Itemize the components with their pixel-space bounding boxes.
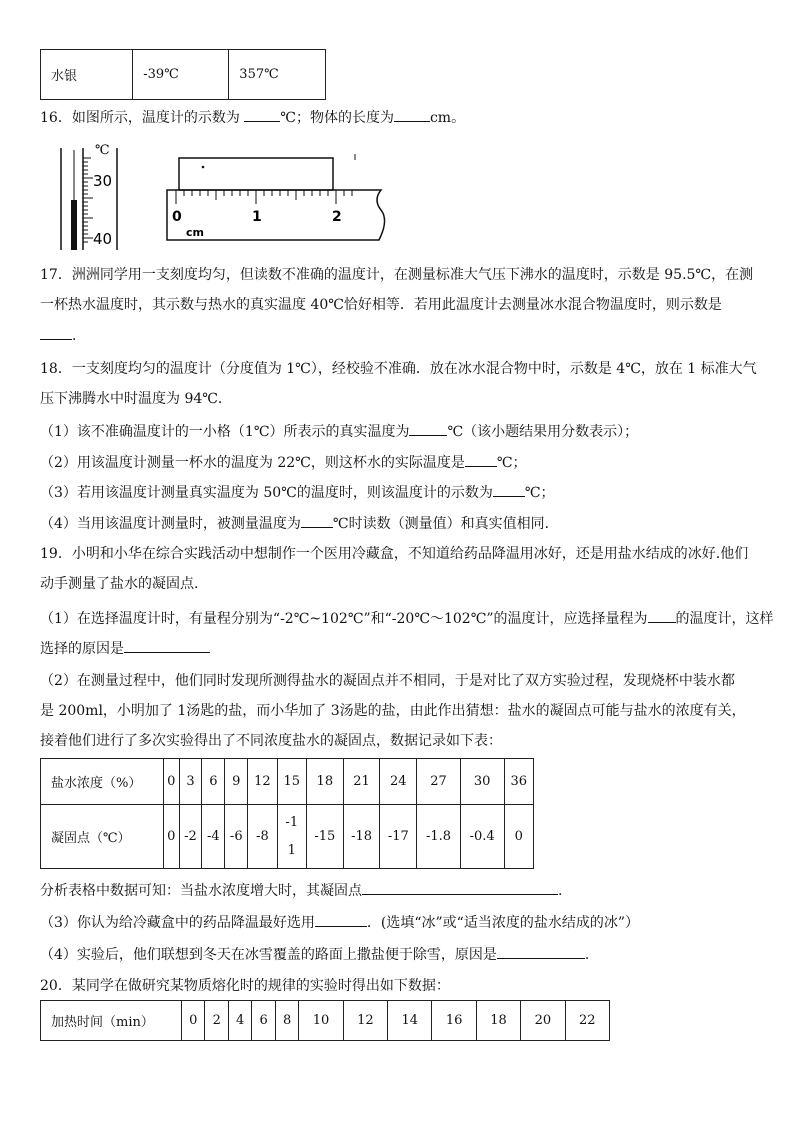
q19-p4b: .	[584, 947, 590, 963]
q18-p3b: ℃；	[524, 485, 555, 501]
q18-part-2	[40, 452, 527, 473]
table-cell: 2	[205, 1001, 228, 1041]
table-cell: 9	[225, 759, 248, 805]
table-header-cell: 盐水浓度（%）	[41, 759, 164, 805]
table-cell: 0	[182, 1001, 205, 1041]
q19-line-1: 19．小明和小华在综合实践活动中想制作一个医用冷藏盒，不知道给药品降温用冰好，还是用盐水结成的冰好.他们	[40, 546, 749, 562]
table-cell: 21	[343, 759, 380, 805]
table-cell: 6	[252, 1001, 275, 1041]
table-cell: 30	[460, 759, 504, 805]
q16-figure	[55, 140, 395, 252]
table-cell: -1 1	[277, 805, 306, 869]
thermometer-icon	[61, 143, 117, 250]
q19-p4a: （4）实验后，他们联想到冬天在冰雪覆盖的路面上撒盐便于除雪，原因是	[40, 947, 497, 963]
table-cell: 14	[388, 1001, 432, 1041]
table-cell: 24	[380, 759, 417, 805]
table-cell: 0	[164, 805, 180, 869]
q19-blank-choice	[315, 912, 367, 927]
q19-p3a: （3）你认为给冷藏盒中的药品降温最好选用	[40, 915, 315, 931]
q18-p1b: ℃（该小题结果用分数表示）；	[447, 424, 639, 440]
q17-line-2: 一杯热水温度时，其示数与热水的真实温度 40℃恰好相等．若用此温度计去测量冰水混合物温度时，则示数是	[40, 297, 722, 313]
mercury-table	[40, 49, 326, 100]
table-cell: 357℃	[229, 50, 326, 100]
q19-p1c: 选择的原因是	[40, 641, 124, 657]
q16-text-b: ℃；物体的长度为	[280, 110, 394, 126]
table-cell: 18	[476, 1001, 520, 1041]
table-cell: 10	[299, 1001, 343, 1041]
q18-part-3	[40, 482, 555, 503]
table-cell: 12	[248, 759, 277, 805]
q16-blank-temp	[244, 107, 280, 122]
table-header-cell: 凝固点（℃）	[41, 805, 164, 869]
q18-line-2: 压下沸腾水中时温度为 94℃．	[40, 391, 232, 407]
table-cell: 36	[504, 759, 534, 805]
q16-text-a: 16．如图所示，温度计的示数为	[40, 110, 240, 126]
table-header-cell: 加热时间（min）	[41, 1001, 182, 1041]
q18-blank-1	[409, 421, 447, 436]
q19-p1a: （1）在选择温度计时，有量程分别为“-2℃~102℃”和“-20℃～102℃”的温度计，应选择量程为	[40, 611, 648, 627]
table-cell: -18	[343, 805, 380, 869]
table-cell: 27	[417, 759, 461, 805]
table-cell: 水银	[41, 50, 133, 100]
q19-analysis-a: 分析表格中数据可知：当盐水浓度增大时，其凝固点	[40, 883, 362, 899]
q17-line-3-end: ．	[72, 328, 86, 344]
table-cell: 18	[306, 759, 343, 805]
ruler-icon	[167, 154, 385, 240]
q18-part-4	[40, 513, 559, 534]
q18-line-1: 18．一支刻度均匀的温度计（分度值为 1℃），经校验不准确．放在冰水混合物中时，示数是 4℃，放在 1 标准大气	[40, 361, 757, 377]
table-cell: 0	[164, 759, 180, 805]
q18-part-1	[40, 421, 638, 442]
q19-part-2-line-2: 是 200ml，小明加了 1汤匙的盐，而小华加了 3汤匙的盐，由此作出猜想：盐水的凝固点可能与盐水的浓度有关，	[40, 703, 746, 719]
ruler-unit: cm	[186, 226, 204, 239]
q20-line-1: 20．某同学在做研究某物质熔化时的规律的实验时得出如下数据：	[40, 978, 450, 994]
q19-blank-reason-2	[497, 944, 585, 959]
table-cell: 16	[432, 1001, 476, 1041]
table-cell: -0.4	[460, 805, 504, 869]
q19-p1b: 的温度计，这样	[675, 611, 774, 627]
q19-p3b: ．(选填“冰”或“适当浓度的盐水结成的冰”）	[366, 915, 639, 931]
q18-p2b: ℃；	[496, 455, 527, 471]
q19-part-2-line-3: 接着他们进行了多次实验得出了不同浓度盐水的凝固点，数据记录如下表：	[40, 733, 502, 749]
q17-line-3	[40, 325, 86, 346]
q19-blank-analysis	[362, 880, 558, 895]
table-cell: -2	[179, 805, 202, 869]
q19-part-2-line-1: （2）在测量过程中，他们同时发现所测得盐水的凝固点并不相同，于是对比了双方实验过程，发现烧杯中装水都	[40, 673, 735, 689]
table-cell: 20	[521, 1001, 565, 1041]
q19-line-2: 动手测量了盐水的凝固点.	[40, 576, 199, 592]
thermometer-tick-40: 40	[93, 230, 113, 248]
thermometer-tick-30: 30	[93, 172, 113, 190]
q18-blank-2	[465, 452, 497, 467]
ruler-tick-1: 1	[252, 209, 262, 225]
q19-part-4	[40, 944, 589, 965]
q18-blank-4	[301, 513, 333, 528]
q18-p4b: ℃时读数（测量值）和真实值相同．	[332, 516, 559, 532]
q16-blank-length	[394, 107, 430, 122]
table-cell: 4	[228, 1001, 251, 1041]
q17-blank	[40, 325, 72, 340]
table-cell: 0	[504, 805, 534, 869]
heating-time-table	[40, 1000, 610, 1041]
table-cell: 6	[202, 759, 225, 805]
q19-part-3	[40, 912, 639, 933]
table-cell: -1.8	[417, 805, 461, 869]
q18-p1a: （1）该不准确温度计的一小格（1℃）所表示的真实温度为	[40, 424, 410, 440]
table-cell: -6	[225, 805, 248, 869]
q19-analysis-b: .	[558, 883, 563, 899]
table-cell: -15	[306, 805, 343, 869]
table-cell: 3	[179, 759, 202, 805]
ruler-tick-2: 2	[332, 209, 342, 225]
table-cell: 15	[277, 759, 306, 805]
q18-p4a: （4）当用该温度计测量时，被测量温度为	[40, 516, 301, 532]
q18-p2a: （2）用该温度计测量一杯水的温度为 22℃，则这杯水的实际温度是	[40, 455, 465, 471]
q17-line-1: 17．洲洲同学用一支刻度均匀，但读数不准确的温度计，在测量标准大气压下沸水的温度时，示数是 95.5℃，在测	[40, 267, 754, 283]
q18-p3a: （3）若用该温度计测量真实温度为 50℃的温度时，则该温度计的示数为	[40, 485, 493, 501]
q19-analysis	[40, 880, 562, 901]
salt-water-table	[40, 758, 534, 869]
table-cell: 8	[275, 1001, 298, 1041]
q19-part-1-reason	[40, 638, 210, 659]
table-cell: -4	[202, 805, 225, 869]
thermometer-unit-label: ℃	[95, 143, 110, 158]
ruler-tick-0: 0	[172, 209, 182, 225]
q16-text	[40, 107, 465, 128]
table-cell: -17	[380, 805, 417, 869]
q19-blank-reason	[124, 638, 210, 653]
q19-blank-range	[648, 608, 676, 623]
q16-text-c: cm。	[429, 110, 466, 126]
table-cell: 22	[565, 1001, 609, 1041]
table-cell: 12	[343, 1001, 387, 1041]
q18-blank-3	[493, 482, 525, 497]
q19-part-1	[40, 608, 774, 629]
table-cell: -39℃	[133, 50, 229, 100]
table-cell: -8	[248, 805, 277, 869]
